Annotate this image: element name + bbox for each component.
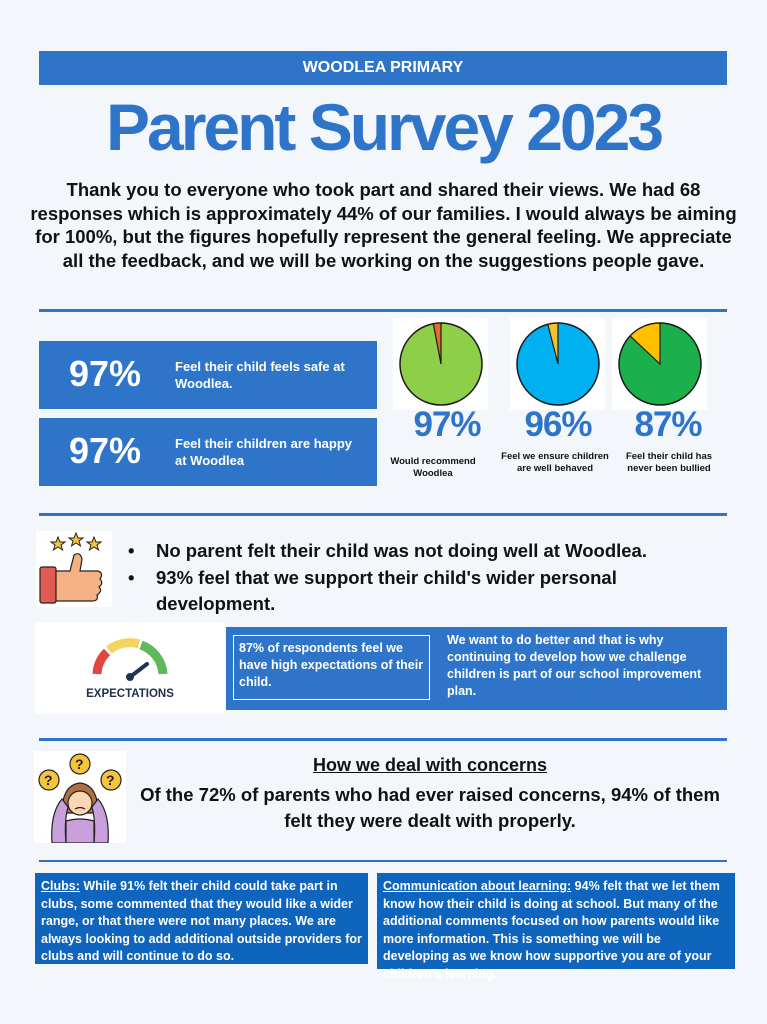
stat-box-happy (39, 418, 377, 486)
svg-text:?: ? (106, 772, 115, 788)
divider (39, 513, 727, 516)
divider (39, 860, 727, 862)
divider (39, 309, 727, 312)
clubs-text: While 91% felt their child could take part in clubs, some commented that they would like a wider range, or that there were not many places. We are always looking to add additional outside providers for clubs and will continue to do so. (41, 879, 362, 963)
bullet-item: • No parent felt their child was not doing well at Woodlea. (128, 538, 718, 565)
expectations-gauge-icon (35, 622, 225, 714)
pie-caption-bullied: Feel their child has never been bullied (625, 451, 713, 474)
divider (39, 738, 727, 741)
pie-chart-behaved (510, 318, 605, 410)
expectations-improvement-text: We want to do better and that is why continuing to develop how we challenge children is part of our school improvement plan. (447, 633, 702, 698)
communication-text: 94% felt that we let them know how their child is doing at school. But many of the additional comments focused on how parents would like more information. This is something we will be developing as we know how supportive you are of your children's learning. (383, 879, 720, 981)
communication-label: Communication about learning: (383, 879, 572, 893)
bullet-item: • 93% feel that we support their child's wider personal development. (128, 565, 718, 618)
bullet-list (128, 538, 718, 618)
page-title: Parent Survey 2023 (105, 90, 662, 164)
clubs-label: Clubs: (41, 879, 80, 893)
concerns-heading: How we deal with concerns (312, 755, 548, 775)
thumbs-up-stars-icon (36, 531, 112, 607)
svg-text:?: ? (75, 756, 84, 772)
school-name: WOODLEA PRIMARY (302, 59, 464, 76)
intro-paragraph: Thank you to everyone who took part and shared their views. We had 68 responses which is approximately 44% of our families. I would always be aiming for 100%, but the figures hopefully represent the general feeling. We appreciate all the feedback, and we will be working on the suggestions people gave. (30, 179, 737, 271)
pie-behaved-svg (513, 319, 603, 409)
pie-chart-bullied (612, 318, 707, 410)
concerns-text: Of the 72% of parents who had ever raised concerns, 94% of them felt they were dealt with properly. (140, 784, 720, 831)
pie-label-bullied: 87% (634, 405, 702, 444)
stat-text: Feel their child feels safe at Woodlea. (175, 359, 345, 391)
pie-chart-recommend (393, 318, 488, 410)
school-banner (39, 51, 727, 85)
pie-recommend-svg (396, 319, 486, 409)
pie-caption-recommend: Would recommend Woodlea (390, 456, 476, 479)
pie-label-recommend: 97% (413, 405, 481, 444)
svg-text:?: ? (44, 772, 53, 788)
pie-caption-behaved: Feel we ensure children are well behaved (501, 451, 609, 474)
clubs-note (35, 873, 368, 964)
pie-label-behaved: 96% (524, 405, 592, 444)
expectations-label: EXPECTATIONS (86, 688, 174, 700)
stat-percentage: 97% (69, 430, 142, 471)
stat-box-safe (39, 341, 377, 409)
expectations-box: 87% of respondents feel we have high expectations of their child. (233, 635, 430, 700)
expectations-panel (226, 627, 727, 710)
pie-bullied-svg (615, 319, 705, 409)
communication-note (377, 873, 735, 981)
stat-text: Feel their children are happy at Woodlea (175, 436, 352, 468)
stat-percentage: 97% (69, 353, 142, 394)
